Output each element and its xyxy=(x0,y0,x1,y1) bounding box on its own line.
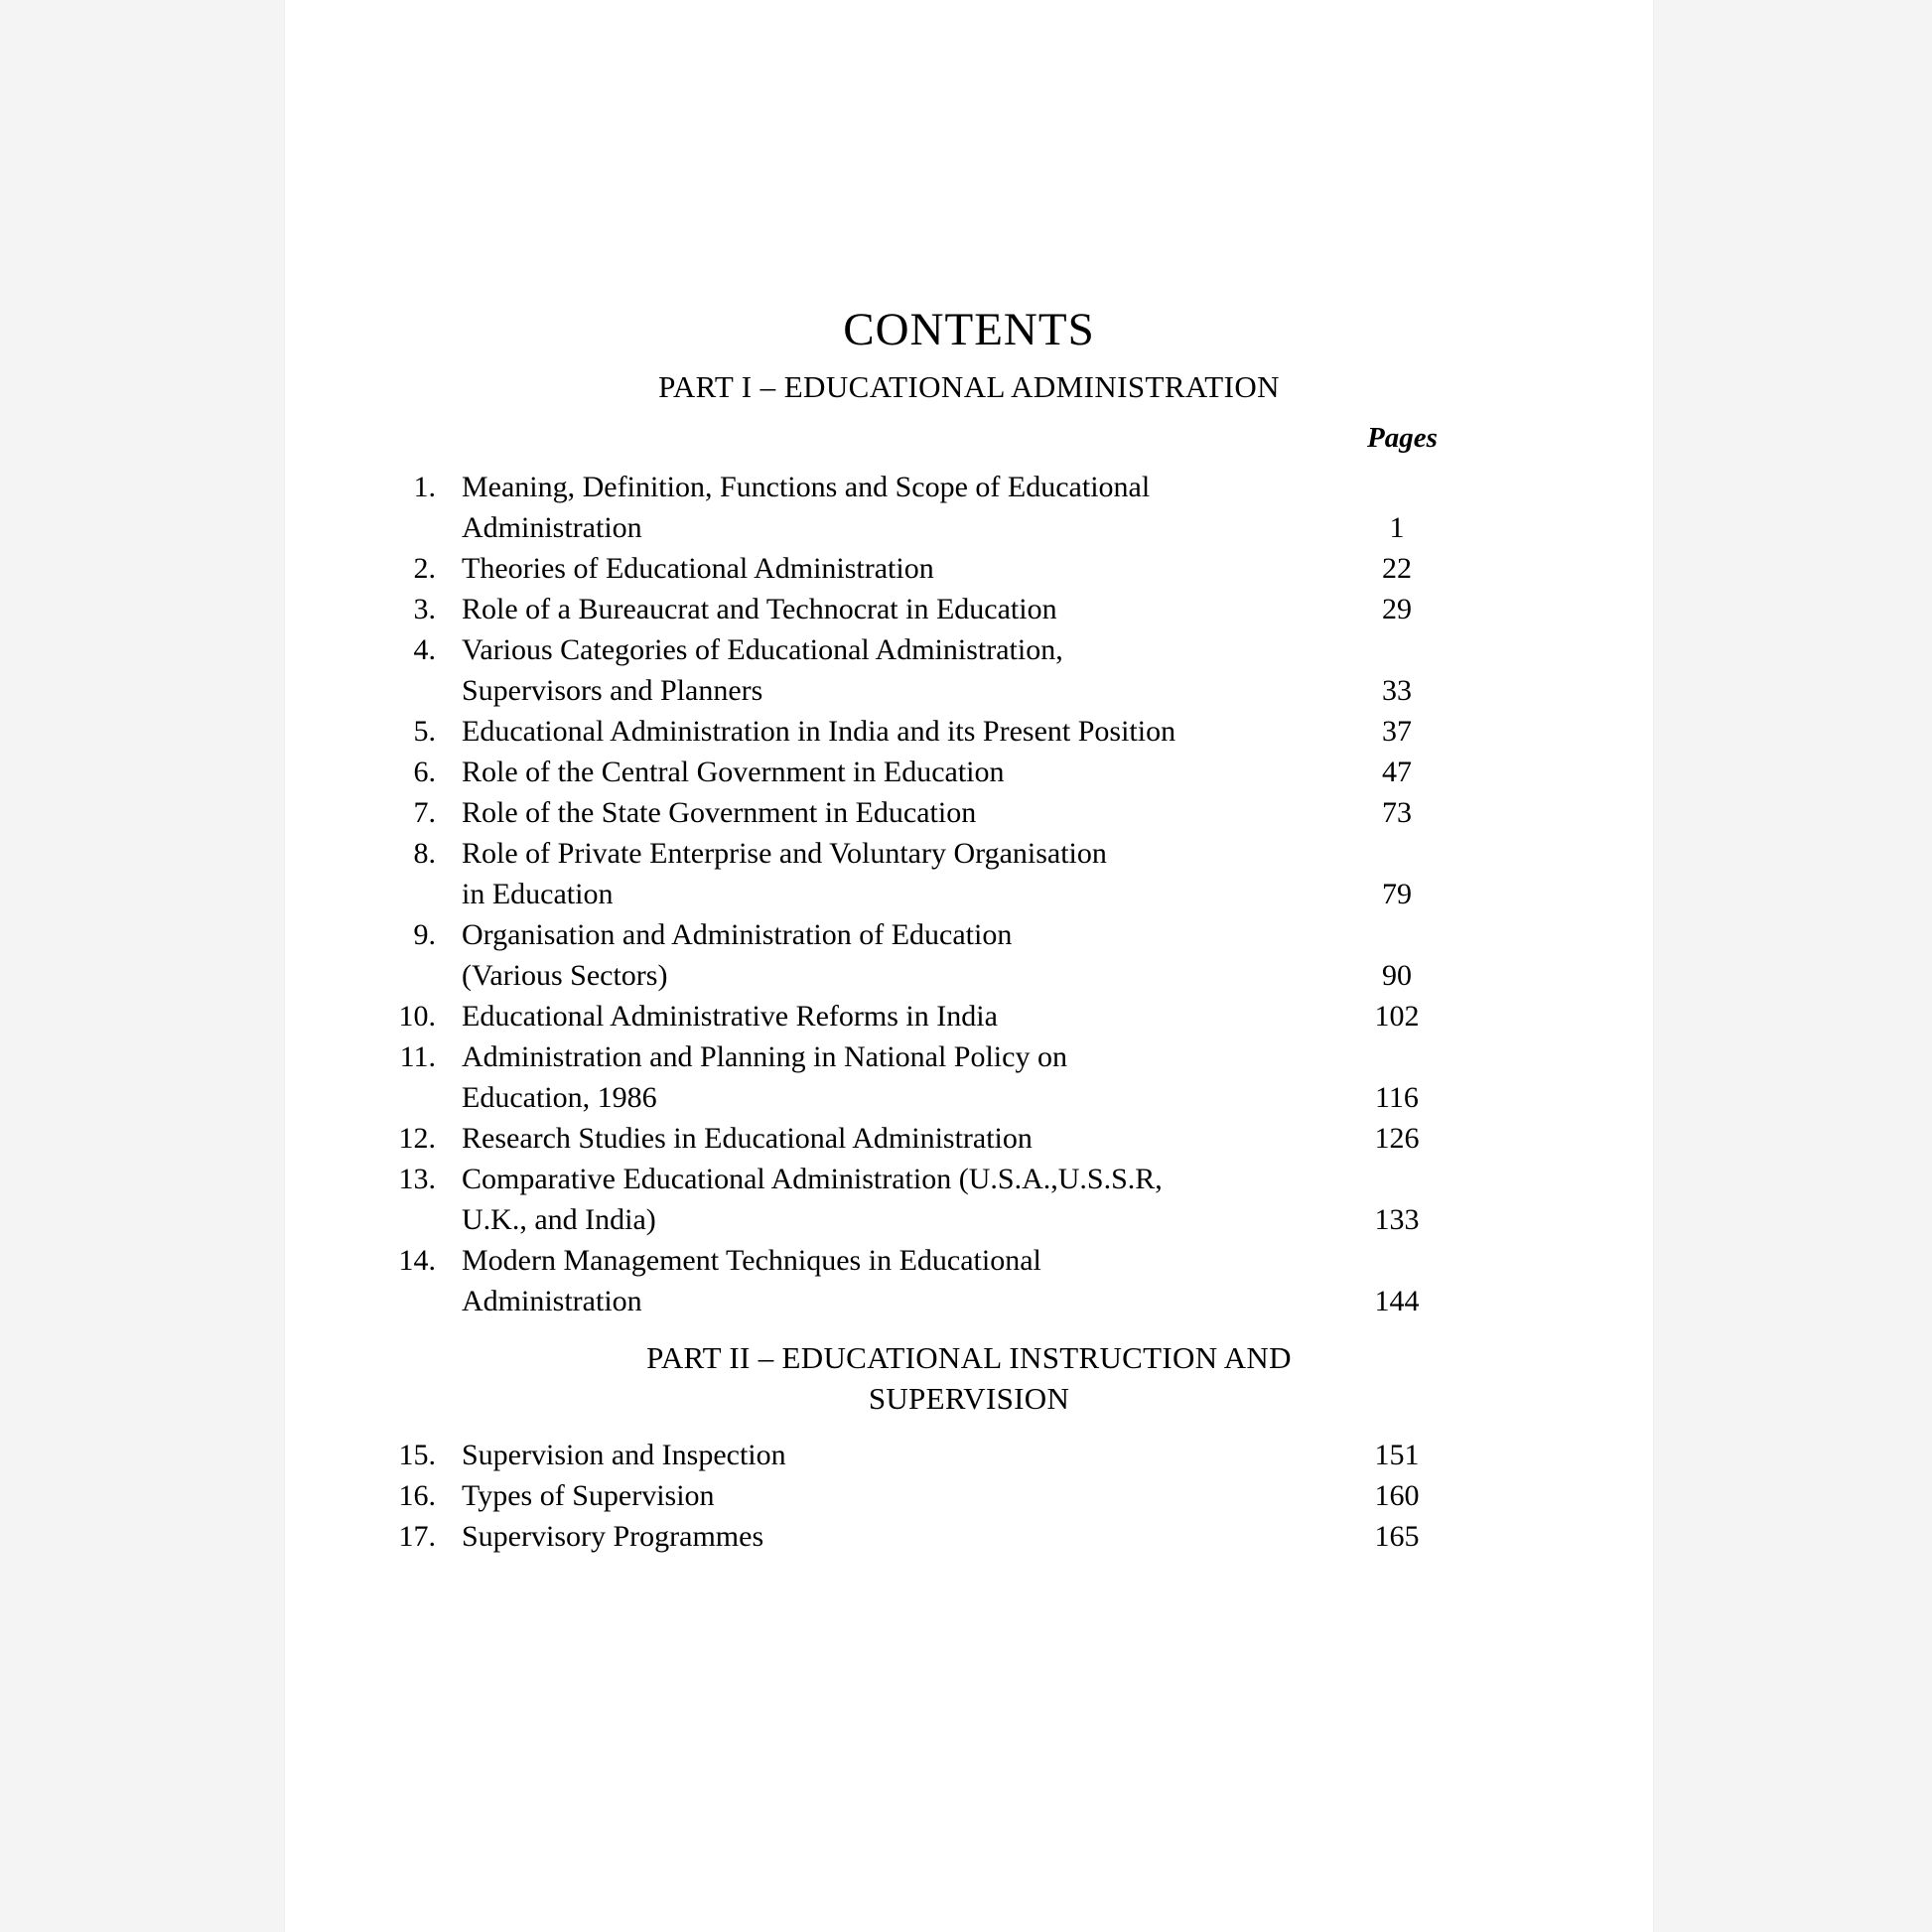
toc-entry[interactable] xyxy=(285,711,1653,752)
toc-entry-title-line1: Administration and Planning in National Policy on xyxy=(462,1040,1067,1073)
toc-entry-title xyxy=(462,711,1246,752)
toc-entry-title xyxy=(462,1036,1246,1118)
toc-entry-number: 5. xyxy=(413,715,436,748)
toc-entry-page-number: 73 xyxy=(1382,796,1412,829)
toc-entry-title-line1: Role of the Central Government in Education xyxy=(462,756,1005,788)
toc-entry-page-number: 90 xyxy=(1382,959,1412,992)
toc-entry-title xyxy=(462,1159,1246,1240)
toc-entry-title-line1: Organisation and Administration of Education xyxy=(462,918,1013,951)
contents-page xyxy=(285,0,1653,1932)
toc-entry-title xyxy=(462,1118,1246,1159)
toc-entry-number: 10. xyxy=(398,1000,436,1033)
toc-entry[interactable] xyxy=(285,1240,1653,1321)
toc-entry[interactable] xyxy=(285,629,1653,711)
toc-entry-page-number: 160 xyxy=(1374,1479,1420,1512)
toc-entry-title-line1: Role of a Bureaucrat and Technocrat in Education xyxy=(462,593,1057,625)
toc-entry-title-line1: Types of Supervision xyxy=(462,1479,715,1512)
part-two-heading xyxy=(285,1337,1653,1419)
part-two-heading-line2: SUPERVISION xyxy=(868,1381,1070,1416)
toc-entry-page-number: 37 xyxy=(1382,715,1412,748)
toc-entry-number: 3. xyxy=(413,593,436,625)
toc-entry[interactable] xyxy=(285,467,1653,548)
toc-entry-number: 11. xyxy=(399,1040,436,1073)
toc-entry-number: 14. xyxy=(398,1244,436,1277)
toc-entry-title xyxy=(462,1240,1246,1321)
toc-entry-title-line1: Theories of Educational Administration xyxy=(462,552,934,585)
toc-entry-number: 2. xyxy=(413,552,436,585)
page-title: CONTENTS xyxy=(843,304,1095,355)
toc-entry-title-line2: in Education xyxy=(462,878,614,910)
toc-entry[interactable] xyxy=(285,833,1653,914)
toc-entry[interactable] xyxy=(285,1118,1653,1159)
toc-entry-title xyxy=(462,589,1246,629)
toc-entry[interactable] xyxy=(285,1475,1653,1516)
toc-entry-title-line1: Comparative Educational Administration (U.S.A.,U.S.S.R, xyxy=(462,1163,1163,1195)
toc-entry-page-number: 47 xyxy=(1382,756,1412,788)
toc-entry-number: 9. xyxy=(413,918,436,951)
toc-entry-number: 4. xyxy=(413,633,436,666)
part-two-heading-line1: PART II – EDUCATIONAL INSTRUCTION AND xyxy=(646,1340,1292,1375)
toc-entry-title-line2: Administration xyxy=(462,1285,642,1317)
table-of-contents-list xyxy=(285,467,1653,1557)
toc-entry-page-number: 22 xyxy=(1382,552,1412,585)
toc-entry-page-number: 126 xyxy=(1374,1122,1420,1155)
toc-entry-page-number: 151 xyxy=(1374,1439,1420,1471)
toc-entry-title xyxy=(462,833,1246,914)
toc-entry-title-line1: Supervisory Programmes xyxy=(462,1520,764,1553)
part-one-heading: PART I – EDUCATIONAL ADMINISTRATION xyxy=(658,369,1280,404)
toc-entry-title-line1: Supervision and Inspection xyxy=(462,1439,786,1471)
toc-entry-title-line2: U.K., and India) xyxy=(462,1203,656,1236)
toc-entry-page-number: 79 xyxy=(1382,878,1412,910)
toc-entry-title xyxy=(462,629,1246,711)
toc-entry-number: 7. xyxy=(413,796,436,829)
toc-entry-page-number: 102 xyxy=(1374,1000,1420,1033)
toc-entry-title-line1: Research Studies in Educational Administration xyxy=(462,1122,1033,1155)
toc-entry-title xyxy=(462,752,1246,792)
toc-entry-title xyxy=(462,1435,1246,1475)
toc-entry-title-line1: Role of the State Government in Education xyxy=(462,796,977,829)
toc-entry[interactable] xyxy=(285,589,1653,629)
toc-entry[interactable] xyxy=(285,1036,1653,1118)
toc-entry-number: 17. xyxy=(398,1520,436,1553)
toc-entry-title-line1: Modern Management Techniques in Educational xyxy=(462,1244,1041,1277)
toc-entry-title xyxy=(462,792,1246,833)
toc-entry-title-line2: Supervisors and Planners xyxy=(462,674,763,707)
toc-entry-number: 16. xyxy=(398,1479,436,1512)
toc-entry-page-number: 165 xyxy=(1374,1520,1420,1553)
toc-entry-page-number: 144 xyxy=(1374,1285,1420,1317)
toc-entry-title-line2: Education, 1986 xyxy=(462,1081,657,1114)
toc-entry-number: 15. xyxy=(398,1439,436,1471)
toc-entry-title-line1: Educational Administration in India and its Present Position xyxy=(462,715,1176,748)
toc-entry-title xyxy=(462,1516,1246,1557)
toc-entry-title-line1: Various Categories of Educational Administration, xyxy=(462,633,1063,666)
toc-entry[interactable] xyxy=(285,548,1653,589)
toc-entry[interactable] xyxy=(285,1516,1653,1557)
toc-entry-title xyxy=(462,548,1246,589)
toc-entry-title xyxy=(462,914,1246,996)
toc-entry-number: 1. xyxy=(413,471,436,503)
toc-entry-page-number: 29 xyxy=(1382,593,1412,625)
pages-column-header: Pages xyxy=(1367,422,1438,454)
toc-entry-title-line1: Meaning, Definition, Functions and Scope of Educational xyxy=(462,471,1151,503)
toc-entry-number: 8. xyxy=(413,837,436,870)
toc-entry[interactable] xyxy=(285,1159,1653,1240)
toc-entry-page-number: 33 xyxy=(1382,674,1412,707)
toc-entry[interactable] xyxy=(285,792,1653,833)
toc-entry[interactable] xyxy=(285,1435,1653,1475)
toc-entry-title xyxy=(462,1475,1246,1516)
toc-entry-number: 12. xyxy=(398,1122,436,1155)
toc-entry[interactable] xyxy=(285,996,1653,1036)
toc-entry-title-line2: Administration xyxy=(462,511,642,544)
toc-entry[interactable] xyxy=(285,914,1653,996)
toc-entry-page-number: 1 xyxy=(1389,511,1405,544)
toc-entry-page-number: 133 xyxy=(1374,1203,1420,1236)
toc-entry-title-line2: (Various Sectors) xyxy=(462,959,668,992)
toc-entry-number: 13. xyxy=(398,1163,436,1195)
document-sheet xyxy=(285,0,1653,1932)
toc-entry-page-number: 116 xyxy=(1375,1081,1419,1114)
toc-entry[interactable] xyxy=(285,752,1653,792)
toc-entry-title-line1: Educational Administrative Reforms in India xyxy=(462,1000,998,1033)
toc-entry-title-line1: Role of Private Enterprise and Voluntary Organisation xyxy=(462,837,1107,870)
toc-entry-number: 6. xyxy=(413,756,436,788)
toc-entry-title xyxy=(462,467,1246,548)
toc-entry-title xyxy=(462,996,1246,1036)
